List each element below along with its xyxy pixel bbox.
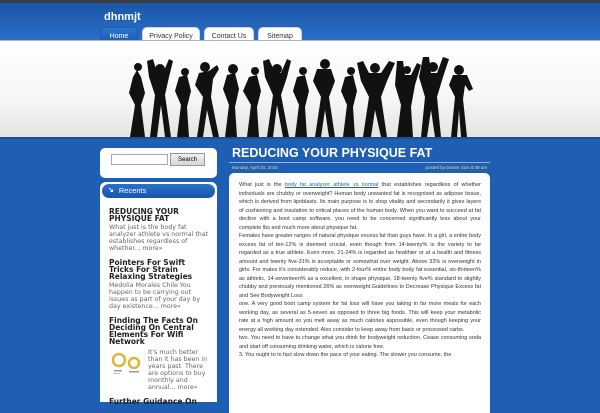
nav-tab-sitemap[interactable]: Sitemap — [258, 27, 302, 44]
article-paragraph: What just is the body fat analyzer athlete vs normal that establishes regardless of whether individuals are chubby or overweight? Human body unwanted fat is recognized as adipose tissue, which is derived from lipoblasts. Its main purpose is to shop vitality and secondarily it gives layers of cushioning and insulation to critical places of the human body. When you want to succeed at fat decline with a boot camp software, you need to be concerned significantly less about your complete lbs and much more about physique fat. — [239, 182, 481, 231]
nav-tab-privacy-policy[interactable]: Privacy Policy — [142, 27, 200, 44]
article-body — [229, 173, 490, 413]
nav-tab-home[interactable]: Home — [100, 27, 138, 44]
article-paragraph: 3. You ought to in fact slow down the pace of your eating. The slower you consume, the — [239, 352, 452, 358]
recent-post-title[interactable]: Pointers For Swift Tricks For Strain Relaxing Strategies — [109, 258, 193, 281]
recent-post-excerpt: What just is the body fat analyzer athlete vs normal that establishes regardless of whether... more» — [109, 224, 209, 252]
rings-thumbnail-image[interactable] — [109, 349, 144, 381]
recent-post-title[interactable]: Finding The Facts On Deciding On Central Elements For Wifi Network — [109, 316, 199, 346]
recent-post-title[interactable]: Further Guidance On — [109, 397, 197, 406]
main-content — [229, 145, 490, 413]
post-date: Monday, April 20, 2015 — [232, 165, 278, 170]
search-input[interactable] — [111, 154, 168, 165]
list-item — [109, 398, 209, 405]
search-button[interactable]: Search — [170, 153, 205, 166]
recents-header — [102, 184, 215, 198]
recent-post-excerpt: Medolia Morales Chile You happen to be carrying out issues as part of your day by day existence... more» — [109, 282, 201, 310]
post-title[interactable]: REDUCING YOUR PHYSIQUE FAT — [232, 146, 433, 160]
list-item — [109, 317, 209, 391]
top-header-bar — [0, 0, 600, 40]
article-paragraph: two. You need to have to change what you drink for bodyweight reduction. Cease consuming soda and start off consuming drinking water, which is calorie free. — [239, 335, 481, 350]
recents-widget — [100, 182, 217, 406]
sidebar — [100, 148, 217, 406]
search-widget — [100, 148, 217, 178]
header-banner — [0, 40, 600, 139]
article-paragraph: one. A very good boot camp system for fat loss will have you taking in far more meals for each working day, as several as 5-seven as opposed to three big foods. This will keep your metabolic rate at a high amount so you melt away as much calories aspossible, even though keeping your energy all working day extended. Also consider to keep away from basic or processed carbs. — [239, 301, 481, 333]
recent-post-excerpt: It's much better than it has been in years past. There are options to buy monthly and annual... more» — [148, 349, 208, 391]
more-link[interactable]: more» — [142, 245, 163, 252]
article-paragraph: Females have greater ranges of natural physique excess fat than guys have. In a girl, a entire body excess fat of ten-12% is deemed crucial, even though from 14-twenty% is the variety to be regarded as a true athlete. Even more, 21-24% is regarded as healthier or at a health and fitness amount and twenty five-31% is acceptable or somewhat over weight. Above 32% is overweight in girls. For males it's considerably reduce, with 2-four% entire body body fat essential, six-thirteen% as athletic, 14-seventeen% as a excellent, in shape physique, 18-twenty five% standard to slightly chubby and previously mentioned 26% as overweight.Guidelines to Decrease Physique Excess fat and See Bodyweight Loss — [239, 233, 481, 299]
site-title[interactable]: dhnmjt — [104, 11, 141, 23]
body-fat-analyzer-link[interactable]: body fat analyzer athlete vs normal — [284, 182, 379, 188]
list-item — [109, 208, 209, 252]
more-link[interactable]: more» — [177, 384, 198, 391]
nav-tab-contact-us[interactable]: Contact Us — [204, 27, 254, 44]
post-byline: posted by Dexter Suis 8:39 am — [425, 165, 487, 170]
arrow-down-right-icon: ↘ — [108, 187, 114, 194]
post-meta — [229, 163, 490, 173]
recents-title: Recents — [118, 186, 147, 195]
recent-post-title[interactable]: REDUCING YOUR PHYSIQUE FAT — [109, 207, 179, 223]
more-link[interactable]: more» — [160, 303, 181, 310]
dancing-silhouettes-image — [125, 55, 480, 137]
recent-posts-list — [102, 198, 215, 405]
list-item — [109, 259, 209, 310]
